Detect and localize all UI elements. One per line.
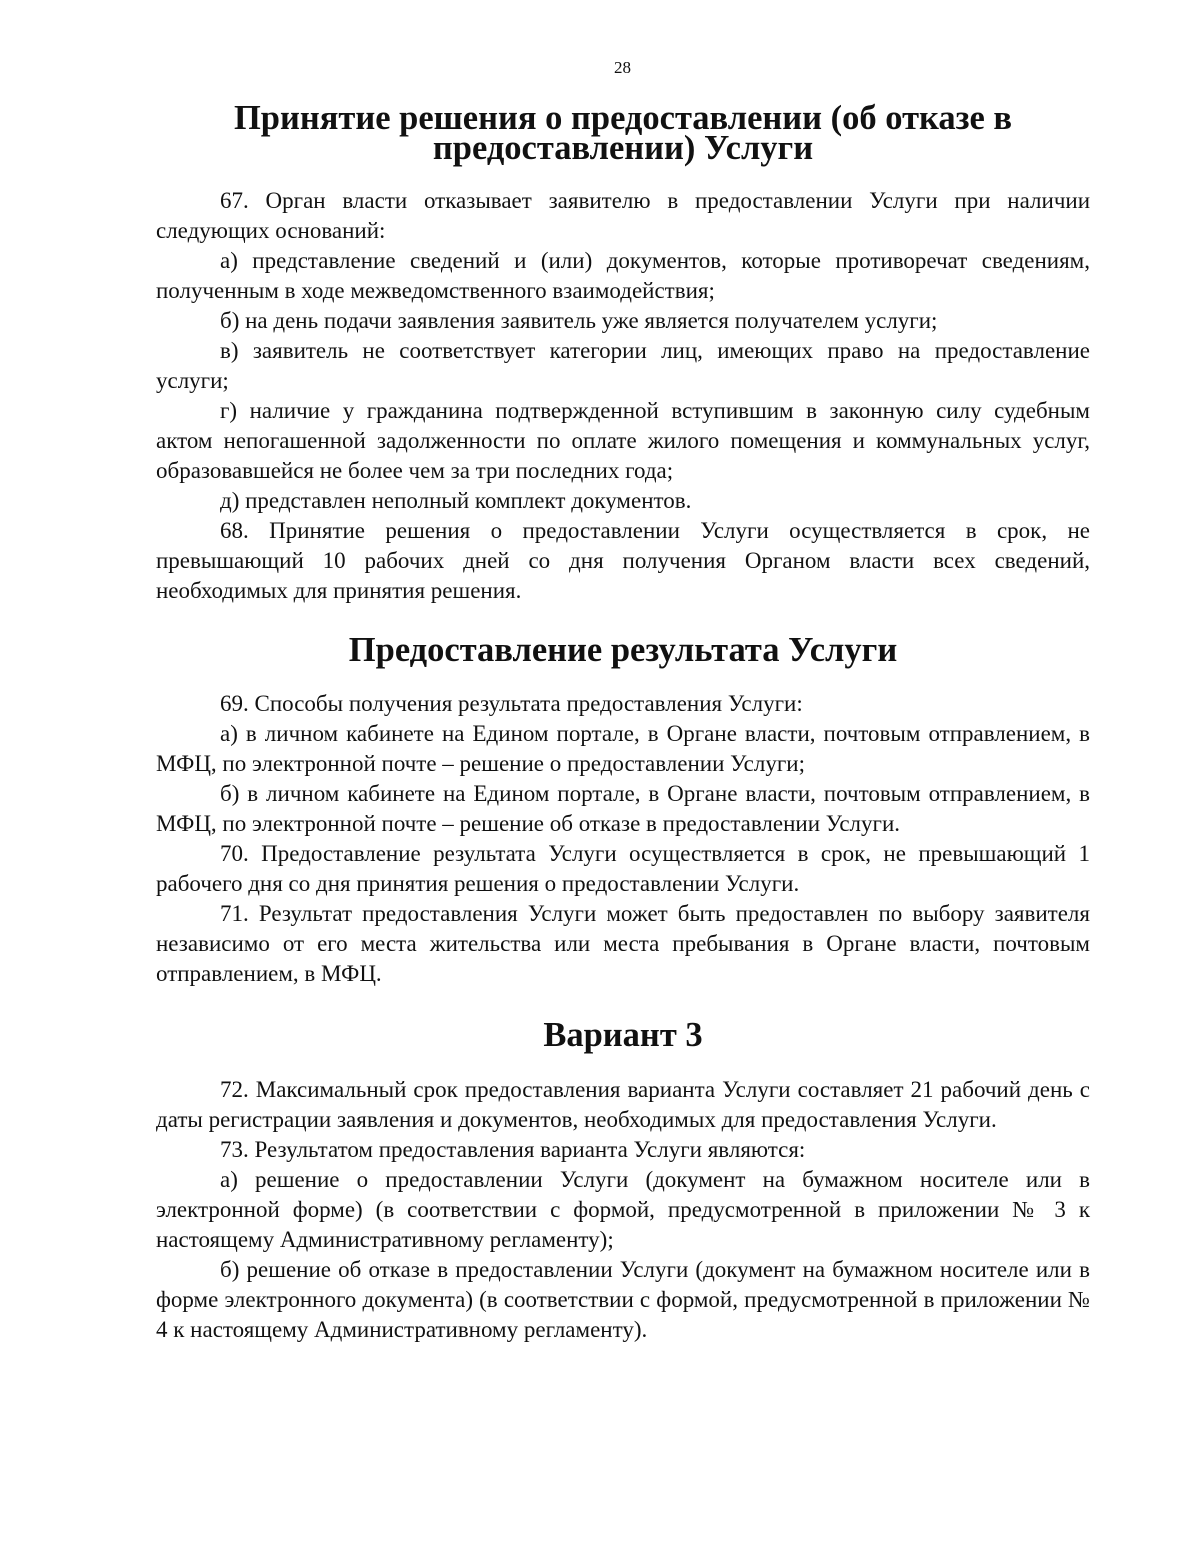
paragraph-67c: в) заявитель не соответствует категории лиц, имеющих право на предоставление услуги; (156, 338, 1090, 393)
paragraph-67e: д) представлен неполный комплект документов. (220, 488, 692, 513)
paragraph-67b: б) на день подачи заявления заявитель уже является получателем услуги; (220, 308, 938, 333)
paragraph-67d: г) наличие у гражданина подтвержденной вступившим в законную силу судебным актом непогашенной задолженности по оплате жилого помещения и коммунальных услуг, образовавшейся не более чем за три последних года; (156, 398, 1090, 483)
paragraph-67a: а) представление сведений и (или) документов, которые противоречат сведениям, полученным в ходе межведомственного взаимодействия; (156, 248, 1090, 303)
paragraph-73b: б) решение об отказе в предоставлении Услуги (документ на бумажном носителе или в форме электронного документа) (в соответствии с формой, предусмотренной в приложении № 4 к настоящему Административному регламенту). (156, 1257, 1090, 1342)
page-number: 28 (614, 58, 631, 77)
paragraph-73: 73. Результатом предоставления варианта Услуги являются: (220, 1137, 806, 1162)
section-heading-result: Предоставление результата Услуги (348, 631, 898, 669)
paragraph-72: 72. Максимальный срок предоставления варианта Услуги составляет 21 рабочий день с даты регистрации заявления и документов, необходимых для предоставления Услуги. (156, 1077, 1090, 1132)
paragraph-70: 70. Предоставление результата Услуги осуществляется в срок, не превышающий 1 рабочего дня со дня принятия решения о предоставлении Услуги. (156, 841, 1090, 896)
paragraph-69b: б) в личном кабинете на Едином портале, в Органе власти, почтовым отправлением, в МФЦ, по электронной почте – решение об отказе в предоставлении Услуги. (156, 781, 1090, 836)
paragraph-69a: а) в личном кабинете на Едином портале, в Органе власти, почтовым отправлением, в МФЦ, по электронной почте – решение о предоставлении Услуги; (156, 721, 1090, 776)
section-heading-decision: Принятие решения о предоставлении (об отказе в предоставлении) Услуги (233, 99, 1013, 167)
paragraph-69: 69. Способы получения результата предоставления Услуги: (220, 691, 803, 716)
section-heading-variant-3: Вариант 3 (543, 1016, 703, 1054)
paragraph-71: 71. Результат предоставления Услуги может быть предоставлен по выбору заявителя независимо от его места жительства или места пребывания в Органе власти, почтовым отправлением, в МФЦ. (156, 901, 1090, 986)
paragraph-67: 67. Орган власти отказывает заявителю в предоставлении Услуги при наличии следующих оснований: (156, 188, 1090, 243)
document-body (156, 99, 1090, 1345)
paragraph-68: 68. Принятие решения о предоставлении Услуги осуществляется в срок, не превышающий 10 рабочих дней со дня получения Органом власти всех сведений, необходимых для принятия решения. (156, 518, 1090, 603)
paragraph-73a: а) решение о предоставлении Услуги (документ на бумажном носителе или в электронной форме) (в соответствии с формой, предусмотренной в приложении № 3 к настоящему Административному регламенту); (156, 1167, 1090, 1252)
